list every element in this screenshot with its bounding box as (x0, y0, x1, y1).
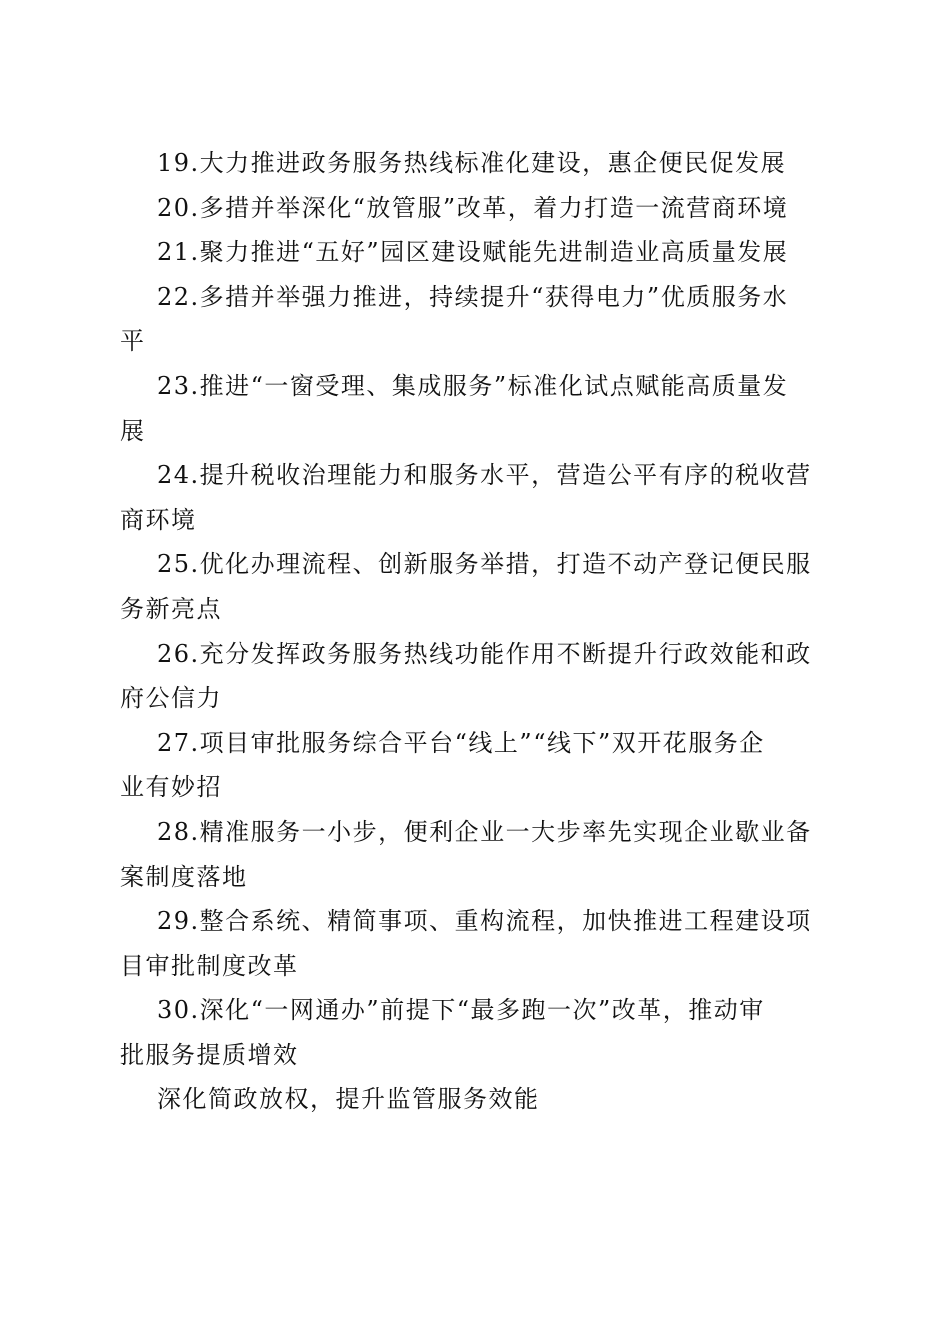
paragraph-continuation-line: 案制度落地 (120, 862, 248, 891)
paragraph-first-line: 29.整合系统、精简事项、重构流程，加快推进工程建设项 (157, 907, 812, 936)
paragraph (120, 988, 825, 1077)
paragraph (120, 632, 825, 721)
paragraph (120, 721, 825, 810)
document-body (120, 141, 825, 1122)
paragraph-first-line: 28.精准服务一小步，便利企业一大步率先实现企业歇业备 (157, 817, 812, 846)
paragraph (120, 230, 825, 275)
paragraph-first-line: 21.聚力推进“五好”园区建设赋能先进制造业高质量发展 (157, 238, 789, 267)
paragraph-continuation-line: 府公信力 (120, 684, 222, 713)
paragraph-first-line: 23.推进“一窗受理、集成服务”标准化试点赋能高质量发 (157, 371, 789, 400)
paragraph-first-line: 25.优化办理流程、创新服务举措，打造不动产登记便民服 (157, 550, 812, 579)
paragraph-continuation-line: 批服务提质增效 (120, 1040, 299, 1069)
paragraph (120, 141, 825, 186)
paragraph-first-line: 22.多措并举强力推进，持续提升“获得电力”优质服务水 (157, 282, 789, 311)
paragraph (120, 364, 825, 453)
paragraph (120, 186, 825, 231)
paragraph-continuation-line: 目审批制度改革 (120, 951, 299, 980)
paragraph (120, 810, 825, 899)
paragraph-first-line: 27.项目审批服务综合平台“线上”“线下”双开花服务企 (157, 728, 765, 757)
paragraph-first-line: 30.深化“一网通办”前提下“最多跑一次”改革，推动审 (157, 996, 765, 1025)
paragraph-continuation-line: 展 (120, 416, 146, 445)
paragraph-continuation-line: 业有妙招 (120, 773, 222, 802)
paragraph-continuation-line: 平 (120, 327, 146, 356)
paragraph-first-line: 深化简政放权，提升监管服务效能 (157, 1085, 540, 1114)
paragraph (120, 275, 825, 364)
paragraph-continuation-line: 务新亮点 (120, 594, 222, 623)
paragraph-first-line: 19.大力推进政务服务热线标准化建设，惠企便民促发展 (157, 149, 787, 177)
paragraph (120, 1077, 825, 1122)
paragraph (120, 542, 825, 631)
paragraph (120, 899, 825, 988)
paragraph (120, 453, 825, 542)
paragraph-first-line: 26.充分发挥政务服务热线功能作用不断提升行政效能和政 (157, 639, 812, 668)
paragraph-first-line: 20.多措并举深化“放管服”改革，着力打造一流营商环境 (157, 193, 789, 222)
paragraph-first-line: 24.提升税收治理能力和服务水平，营造公平有序的税收营 (157, 461, 812, 490)
paragraph-continuation-line: 商环境 (120, 505, 197, 534)
